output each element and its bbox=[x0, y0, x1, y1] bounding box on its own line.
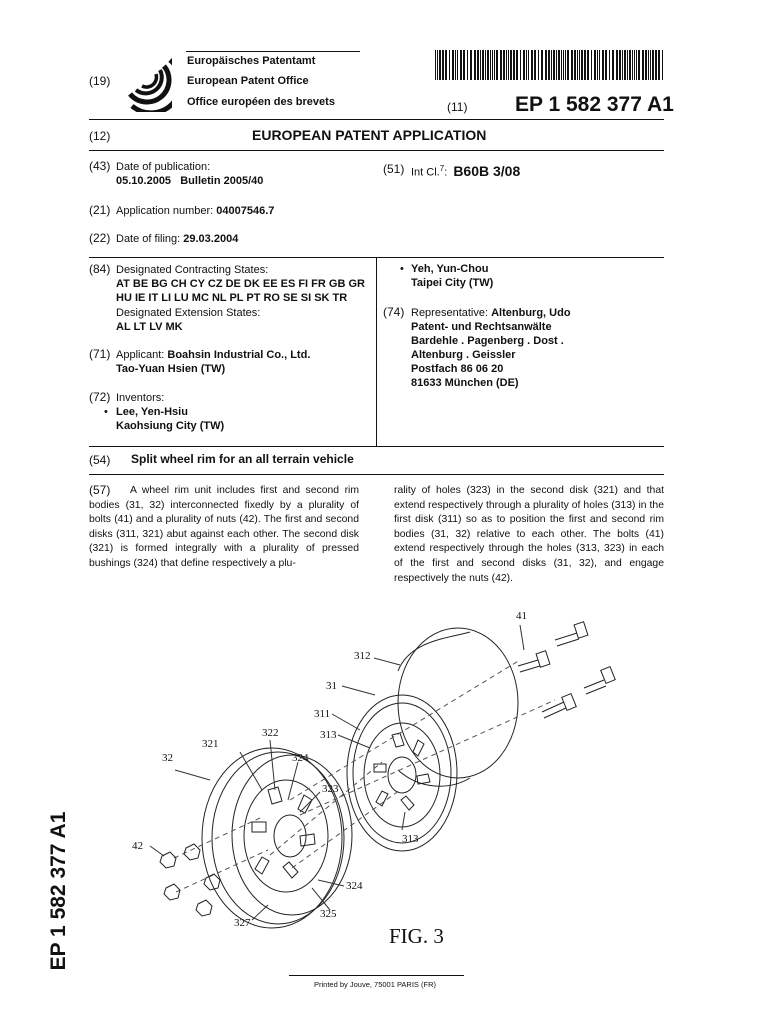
barcode-bar bbox=[474, 50, 476, 80]
barcode-bar bbox=[565, 50, 566, 80]
code-84: (84) bbox=[89, 262, 111, 276]
barcode-bar bbox=[612, 50, 614, 80]
inventor-2-bullet: • bbox=[400, 263, 404, 275]
label-324-bottom: 324 bbox=[346, 880, 363, 892]
extension-states-label: Designated Extension States: bbox=[116, 307, 261, 319]
biblio-column-divider bbox=[376, 257, 377, 446]
label-312: 312 bbox=[354, 650, 371, 662]
barcode-bar bbox=[602, 50, 604, 80]
label-42: 42 bbox=[132, 840, 143, 852]
representative-label: Representative: bbox=[411, 307, 489, 319]
barcode-bar bbox=[638, 50, 640, 80]
inventor-1-bullet: • bbox=[104, 406, 108, 418]
barcode-bar bbox=[437, 50, 438, 80]
code-43: (43) bbox=[89, 159, 111, 173]
int-cl-edition: 7 bbox=[439, 164, 445, 173]
barcode-bar bbox=[571, 50, 573, 80]
barcode-bar bbox=[658, 50, 660, 80]
inventor-1-name: Lee, Yen-Hsiu bbox=[116, 406, 188, 418]
label-41: 41 bbox=[516, 610, 527, 622]
barcode-bar bbox=[655, 50, 657, 80]
application-number bbox=[116, 204, 274, 218]
barcode-bar bbox=[467, 50, 468, 80]
barcode-bar bbox=[508, 50, 509, 80]
label-327: 327 bbox=[234, 917, 251, 929]
barcode-bar bbox=[531, 50, 533, 80]
code-74: (74) bbox=[383, 305, 405, 319]
inventor-2-name: Yeh, Yun-Chou bbox=[411, 263, 489, 275]
rim-32-outer bbox=[202, 748, 342, 928]
epo-logo bbox=[124, 50, 172, 112]
barcode-bar bbox=[591, 50, 592, 80]
rim-31-drum-top bbox=[398, 632, 470, 671]
barcode-bar bbox=[500, 50, 502, 80]
label-322: 322 bbox=[262, 727, 279, 739]
barcode-bar bbox=[609, 50, 610, 80]
bolts-41 bbox=[518, 622, 615, 718]
barcode-bar bbox=[581, 50, 583, 80]
title-rule bbox=[89, 474, 664, 475]
barcode-bar bbox=[619, 50, 621, 80]
barcode-bar bbox=[494, 50, 495, 80]
barcode-bar bbox=[650, 50, 651, 80]
publication-date-label: Date of publication: bbox=[116, 161, 211, 173]
abstract-left-column: A wheel rim unit includes first and second rim bodies (31, 32) interconnected fixedly by a plurality of bolts (41) and a plurality of nuts (42). The first and second disks (311, 321) abut against each other. The second disk (321) is formed integrally with a plurality of pressed bushings (324) that define respectively a plu- bbox=[89, 485, 359, 569]
barcode-bar bbox=[636, 50, 637, 80]
label-32: 32 bbox=[162, 752, 173, 764]
barcode-bar bbox=[561, 50, 562, 80]
barcode-bar bbox=[567, 50, 569, 80]
code-71: (71) bbox=[89, 347, 111, 361]
printer-note: Printed by Jouve, 75001 PARIS (FR) bbox=[314, 980, 436, 989]
footer-rule bbox=[289, 975, 464, 976]
filing-date-value: 29.03.2004 bbox=[183, 233, 239, 245]
label-323: 323 bbox=[322, 783, 339, 795]
inventor-1-city: Kaohsiung City (TW) bbox=[116, 420, 225, 432]
barcode-bar bbox=[545, 50, 547, 80]
code-57: (57) bbox=[89, 483, 111, 497]
label-313-bottom: 313 bbox=[402, 833, 419, 845]
barcode-bar bbox=[624, 50, 626, 80]
barcode-bar bbox=[490, 50, 491, 80]
barcode-bar bbox=[548, 50, 550, 80]
contracting-states-line-1: AT BE BG CH CY CZ DE DK EE ES FI FR GB GR bbox=[116, 278, 365, 290]
label-321: 321 bbox=[202, 738, 219, 750]
representative-address-1: Patent- und Rechtsanwälte bbox=[411, 321, 552, 333]
barcode-bar bbox=[599, 50, 600, 80]
label-31: 31 bbox=[326, 680, 337, 692]
barcode-bar bbox=[482, 50, 484, 80]
contracting-states-label: Designated Contracting States: bbox=[116, 264, 269, 276]
invention-title: Split wheel rim for an all terrain vehicle bbox=[131, 452, 354, 466]
label-325: 325 bbox=[320, 908, 337, 920]
filing-date-label: Date of filing: bbox=[116, 233, 181, 245]
label-311: 311 bbox=[314, 708, 331, 720]
barcode-bar bbox=[460, 50, 462, 80]
label-313-top: 313 bbox=[320, 729, 337, 741]
barcode-bar bbox=[528, 50, 529, 80]
barcode-bar bbox=[477, 50, 479, 80]
barcode-bar bbox=[470, 50, 472, 80]
inventor-2-city: Taipei City (TW) bbox=[411, 277, 494, 289]
disk-311-hub bbox=[388, 757, 416, 793]
label-324-top: 324 bbox=[292, 752, 309, 764]
code-54: (54) bbox=[89, 453, 111, 467]
barcode-bar bbox=[439, 50, 441, 80]
barcode-bar bbox=[513, 50, 515, 80]
barcode-bar bbox=[605, 50, 607, 80]
biblio-bottom-rule bbox=[89, 446, 664, 447]
office-name-de: Europäisches Patentamt bbox=[187, 55, 316, 67]
barcode-bar bbox=[510, 50, 512, 80]
barcode-bar bbox=[584, 50, 586, 80]
barcode-bar bbox=[449, 50, 450, 80]
barcode-bar bbox=[496, 50, 498, 80]
rim-31-outer-back bbox=[398, 628, 518, 778]
side-publication-number: EP 1 582 377 A1 bbox=[47, 811, 70, 971]
document-type: EUROPEAN PATENT APPLICATION bbox=[252, 127, 487, 143]
office-top-rule bbox=[186, 51, 360, 52]
code-19: (19) bbox=[89, 74, 111, 88]
barcode-bar bbox=[642, 50, 644, 80]
barcode-bar bbox=[574, 50, 576, 80]
representative-address-3: Altenburg . Geissler bbox=[411, 349, 516, 361]
barcode-bar bbox=[629, 50, 631, 80]
barcode-bar bbox=[516, 50, 518, 80]
disk-311-windows bbox=[374, 733, 430, 810]
int-cl-label: Int Cl. bbox=[411, 166, 440, 179]
barcode-bar bbox=[551, 50, 552, 80]
barcode-bar bbox=[435, 50, 436, 80]
barcode-bar bbox=[534, 50, 536, 80]
barcode-bar bbox=[558, 50, 560, 80]
publication-date-value: 05.10.2005 Bulletin 2005/40 bbox=[116, 175, 264, 187]
code-51: (51) bbox=[383, 162, 405, 176]
office-name-fr: Office européen des brevets bbox=[187, 96, 335, 108]
figure-caption: FIG. 3 bbox=[389, 924, 444, 948]
barcode-bar bbox=[442, 50, 444, 80]
doctype-rule bbox=[89, 150, 664, 151]
nuts-42 bbox=[160, 844, 220, 916]
barcode-bar bbox=[506, 50, 507, 80]
barcode-bar bbox=[652, 50, 654, 80]
extension-states-value: AL LT LV MK bbox=[116, 321, 183, 333]
code-72: (72) bbox=[89, 390, 111, 404]
barcode-bar bbox=[594, 50, 596, 80]
barcode-bar bbox=[634, 50, 635, 80]
filing-date bbox=[116, 232, 238, 246]
code-22: (22) bbox=[89, 231, 111, 245]
barcode-bar bbox=[587, 50, 589, 80]
barcode-bar bbox=[487, 50, 489, 80]
barcode-bar bbox=[520, 50, 521, 80]
barcode-bar bbox=[662, 50, 663, 80]
int-cl-value: B60B 3/08 bbox=[453, 162, 521, 179]
barcode-bar bbox=[485, 50, 486, 80]
barcode-bar bbox=[523, 50, 525, 80]
barcode-bar bbox=[622, 50, 623, 80]
representative-name: Altenburg, Udo bbox=[491, 307, 571, 319]
barcode-bar bbox=[645, 50, 647, 80]
application-number-value: 04007546.7 bbox=[216, 205, 275, 217]
abstract-right-column: rality of holes (323) in the second disk (321) and that extend respectively through a plurality of holes (313) in the first disk (311) so as to position the first and second rim bodies (31, 32) relative to each other. The bolts (41) extend respectively through the holes (313, 323) in each of the first and second disks (31, 32), and engage respectively the nuts (42). bbox=[394, 485, 664, 584]
applicant-city: Tao-Yuan Hsien (TW) bbox=[116, 363, 226, 375]
barcode-bar bbox=[452, 50, 454, 80]
barcode-bar bbox=[526, 50, 527, 80]
barcode-bar bbox=[480, 50, 481, 80]
barcode-bar bbox=[616, 50, 618, 80]
representative bbox=[411, 306, 571, 320]
barcode-bar bbox=[538, 50, 539, 80]
barcode-bar bbox=[553, 50, 555, 80]
barcode-bar bbox=[541, 50, 543, 80]
barcode bbox=[435, 50, 663, 80]
figure-drawing bbox=[118, 590, 678, 960]
barcode-bar bbox=[463, 50, 465, 80]
inventors-label: Inventors: bbox=[116, 392, 165, 404]
int-cl bbox=[411, 162, 520, 180]
publication-number: EP 1 582 377 A1 bbox=[515, 93, 674, 116]
office-name-en: European Patent Office bbox=[187, 75, 309, 87]
representative-address-4: Postfach 86 06 20 bbox=[411, 363, 504, 375]
header-rule bbox=[89, 119, 664, 120]
barcode-bar bbox=[648, 50, 649, 80]
barcode-bar bbox=[492, 50, 493, 80]
barcode-bar bbox=[597, 50, 598, 80]
contracting-states-line-2: HU IE IT LI LU MC NL PL PT RO SE SI SK TR bbox=[116, 292, 348, 304]
barcode-bar bbox=[563, 50, 564, 80]
barcode-bar bbox=[577, 50, 578, 80]
code-21: (21) bbox=[89, 203, 111, 217]
applicant-label: Applicant: bbox=[116, 349, 165, 361]
barcode-bar bbox=[445, 50, 447, 80]
code-11: (11) bbox=[447, 100, 468, 114]
applicant-name: Boahsin Industrial Co., Ltd. bbox=[167, 349, 311, 361]
representative-address-2: Bardehle . Pagenberg . Dost . bbox=[411, 335, 564, 347]
code-12: (12) bbox=[89, 129, 111, 143]
representative-address-5: 81633 München (DE) bbox=[411, 377, 519, 389]
applicant bbox=[116, 348, 310, 362]
barcode-bar bbox=[579, 50, 580, 80]
barcode-bar bbox=[457, 50, 458, 80]
barcode-bar bbox=[455, 50, 456, 80]
int-cl-colon: : bbox=[444, 166, 448, 179]
barcode-bar bbox=[503, 50, 505, 80]
barcode-bar bbox=[556, 50, 557, 80]
barcode-bar bbox=[632, 50, 633, 80]
application-number-label: Application number: bbox=[116, 205, 214, 217]
barcode-bar bbox=[627, 50, 628, 80]
